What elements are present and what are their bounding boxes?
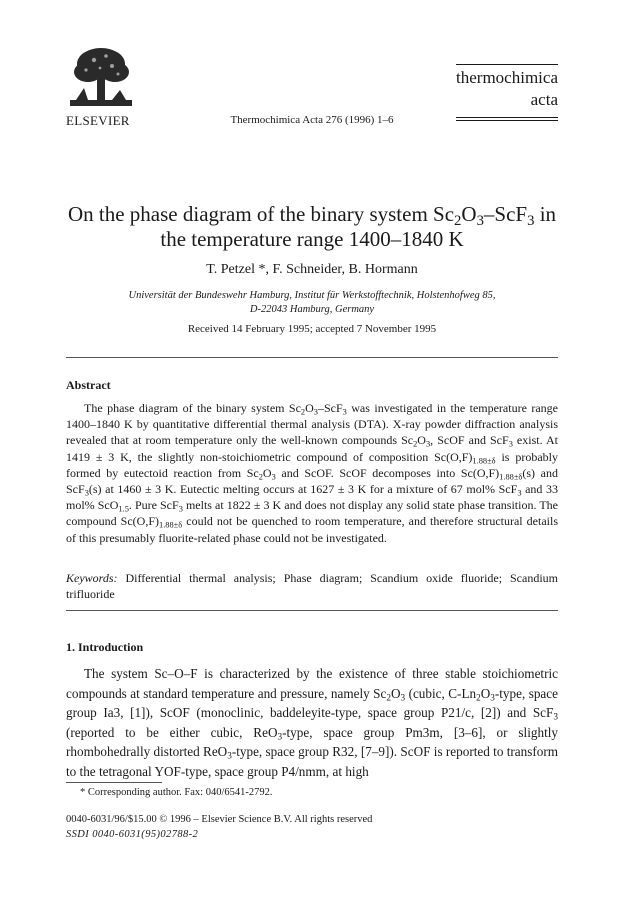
author-list: T. Petzel *, F. Schneider, B. Hormann <box>206 262 418 277</box>
introduction-heading: 1. Introduction <box>66 640 144 654</box>
keywords-label: Keywords: <box>66 571 118 585</box>
abstract-heading: Abstract <box>66 378 111 392</box>
elsevier-tree-logo <box>66 44 136 110</box>
journal-rule-bottom-thin <box>456 120 558 121</box>
journal-rule-top <box>456 64 558 65</box>
ssdi-identifier: SSDI 0040-6031(95)02788-2 <box>66 829 199 840</box>
divider-top <box>66 357 558 358</box>
received-dates: Received 14 February 1995; accepted 7 November 1995 <box>187 323 437 335</box>
keywords-text: Differential thermal analysis; Phase diagram; Scandium oxide fluoride; Scandium trifluoride <box>66 571 558 601</box>
introduction-body: The system Sc–O–F is characterized by the existence of three stable stoichiometric compounds at standard temperature and pressure, namely $Sc_2O_3$ (cubic, $C-Ln_2O_3$-type, space group Ia3, [1]), ScOF (monoclinic, baddeleyite-type, space group P21/c, [2]) and ScF$_3$ (reported to be either cubic, ReO$_3$-type, space group Pm3m, [3–6], or slightly rhombohedrally distorted ReO$_3$-type, space group R32, [7–9]). ScOF is reported to transform to the tetragonal YOF-type, space group P4/nmm, at high <box>66 666 558 779</box>
publisher-name: ELSEVIER <box>66 113 130 128</box>
footnote-rule <box>66 782 162 783</box>
affiliation-line-1: Universität der Bundeswehr Hamburg, Institut für Werkstofftechnik, Holstenhofweg 85, <box>128 290 496 301</box>
paper-title: On the phase diagram of the binary system $Sc_2O_3-ScF_3$ in the temperature range 1400–1840 K <box>67 202 557 251</box>
issn-copyright: 0040-6031/96/$15.00 © 1996 – Elsevier Science B.V. All rights reserved <box>66 814 373 825</box>
journal-title-line-1: thermochimica <box>456 68 558 87</box>
journal-rule-bottom <box>456 117 558 118</box>
corresponding-author-footnote: * Corresponding author. Fax: 040/6541-2792. <box>80 787 273 798</box>
divider-bottom <box>66 610 558 611</box>
affiliation-line-2: D-22043 Hamburg, Germany <box>249 304 375 315</box>
journal-citation: Thermochimica Acta 276 (1996) 1–6 <box>230 114 394 126</box>
journal-title-line-2: acta <box>530 90 558 109</box>
abstract-body: The phase diagram of the binary system $Sc_2O_3-ScF_3$ was investigated in the temperature range 1400–1840 K by quantitative differential thermal analysis (DTA). X-ray powder diffraction analysis revealed that at room temperature only the well-known compounds $Sc_2O_3$, ScOF and ScF$_3$ exist. At 1419 ± 3 K, the slightly non-stoichiometric compound of composition $Sc(O,F)_{1.88\pm\delta}$ is probably formed by eutectoid reaction from $Sc_2O_3$ and ScOF. ScOF decomposes into $Sc(O,F)_{1.88\pm\delta}(s)$ and ScF$_3$(s) at 1460 ± 3 K. Eutectic melting occurs at 1627 ± 3 K for a mixture of 67 mol% ScF$_3$ and 33 mol% ScO$_{1.5}$. Pure ScF$_3$ melts at 1822 ± 3 K and does not display any solid state phase transition. The compound $Sc(O,F)_{1.88\pm\delta}$ could not be quenched to room temperature, and therefore structural details of this presumably fluorite-related phase could not be investigated. <box>66 401 558 545</box>
keywords <box>66 570 558 602</box>
